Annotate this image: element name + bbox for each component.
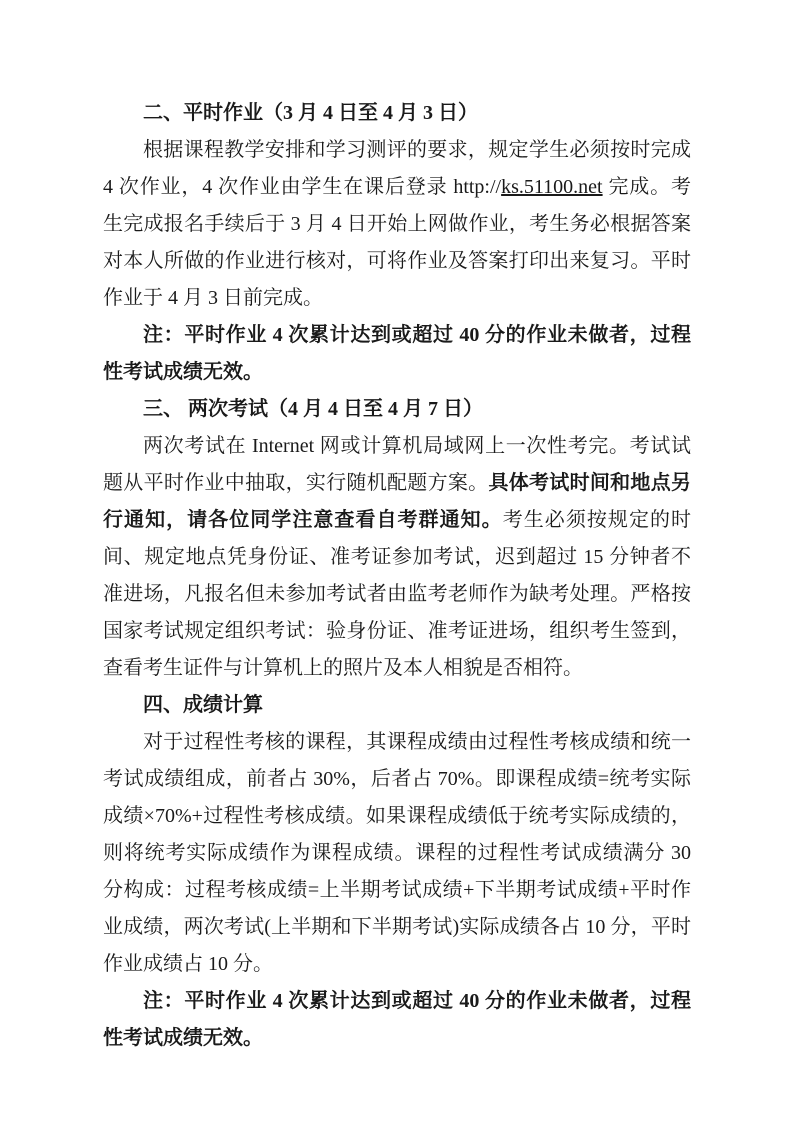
- section-3-text-2: 考生必须按规定的时间、规定地点凭身份证、准考证参加考试，迟到超过 15 分钟者不准进场，凡报名但未参加考试者由监考老师作为缺考处理。严格按国家考试规定组织考试：验身份证、准考证进场，组织考生签到，查看考生证件与计算机上的照片及本人相貌是否相符。: [103, 509, 692, 679]
- section-2-text-after-link: 完成。考生完成报名手续后于 3 月 4 日开始上网做作业，考生务必根据答案对本人所做的作业进行核对，可将作业及答案打印出来复习。平时作业于 4 月 3 日前完成。: [103, 176, 691, 309]
- homework-website-link[interactable]: ks.51100.net: [501, 176, 603, 198]
- section-3-text-1: 两次考试在 Internet 网或计算机局域网上一次性考完。考试试题从平时作业中抽取，实行随机配题方案。: [103, 435, 691, 494]
- section-2-text-before-link: 根据课程教学安排和学习测评的要求，规定学生必须按时完成 4 次作业，4 次作业由学生在课后登录 http://: [103, 139, 691, 198]
- section-2-note: 注：平时作业 4 次累计达到或超过 40 分的作业未做者，过程性考试成绩无效。: [103, 324, 691, 383]
- section-4-paragraph: 对于过程性考核的课程，其课程成绩由过程性考核成绩和统一考试成绩组成，前者占 30%，后者占 70%。即课程成绩=统考实际成绩×70%+过程性考核成绩。如果课程成绩低于统考实际成绩的，则将统考实际成绩作为课程成绩。课程的过程性考试成绩满分 30 分构成：过程考核成绩=上半期考试成绩+下半期考试成绩+平时作业成绩，两次考试(上半期和下半期考试)实际成绩各占 10 分，平时作业成绩占 10 分。: [103, 731, 691, 975]
- section-3-paragraph: [103, 428, 691, 687]
- section-3-bold-notice: 具体考试时间和地点另行通知，请各位同学注意查看自考群通知。: [103, 472, 692, 531]
- section-4-note: 注：平时作业 4 次累计达到或超过 40 分的作业未做者，过程性考试成绩无效。: [103, 990, 691, 1049]
- section-2-heading: 二、平时作业（3 月 4 日至 4 月 3 日）: [143, 102, 478, 124]
- section-3-heading: 三、 两次考试（4 月 4 日至 4 月 7 日）: [143, 398, 483, 420]
- section-2-paragraph: [103, 132, 691, 317]
- section-4-heading: 四、成绩计算: [143, 694, 263, 716]
